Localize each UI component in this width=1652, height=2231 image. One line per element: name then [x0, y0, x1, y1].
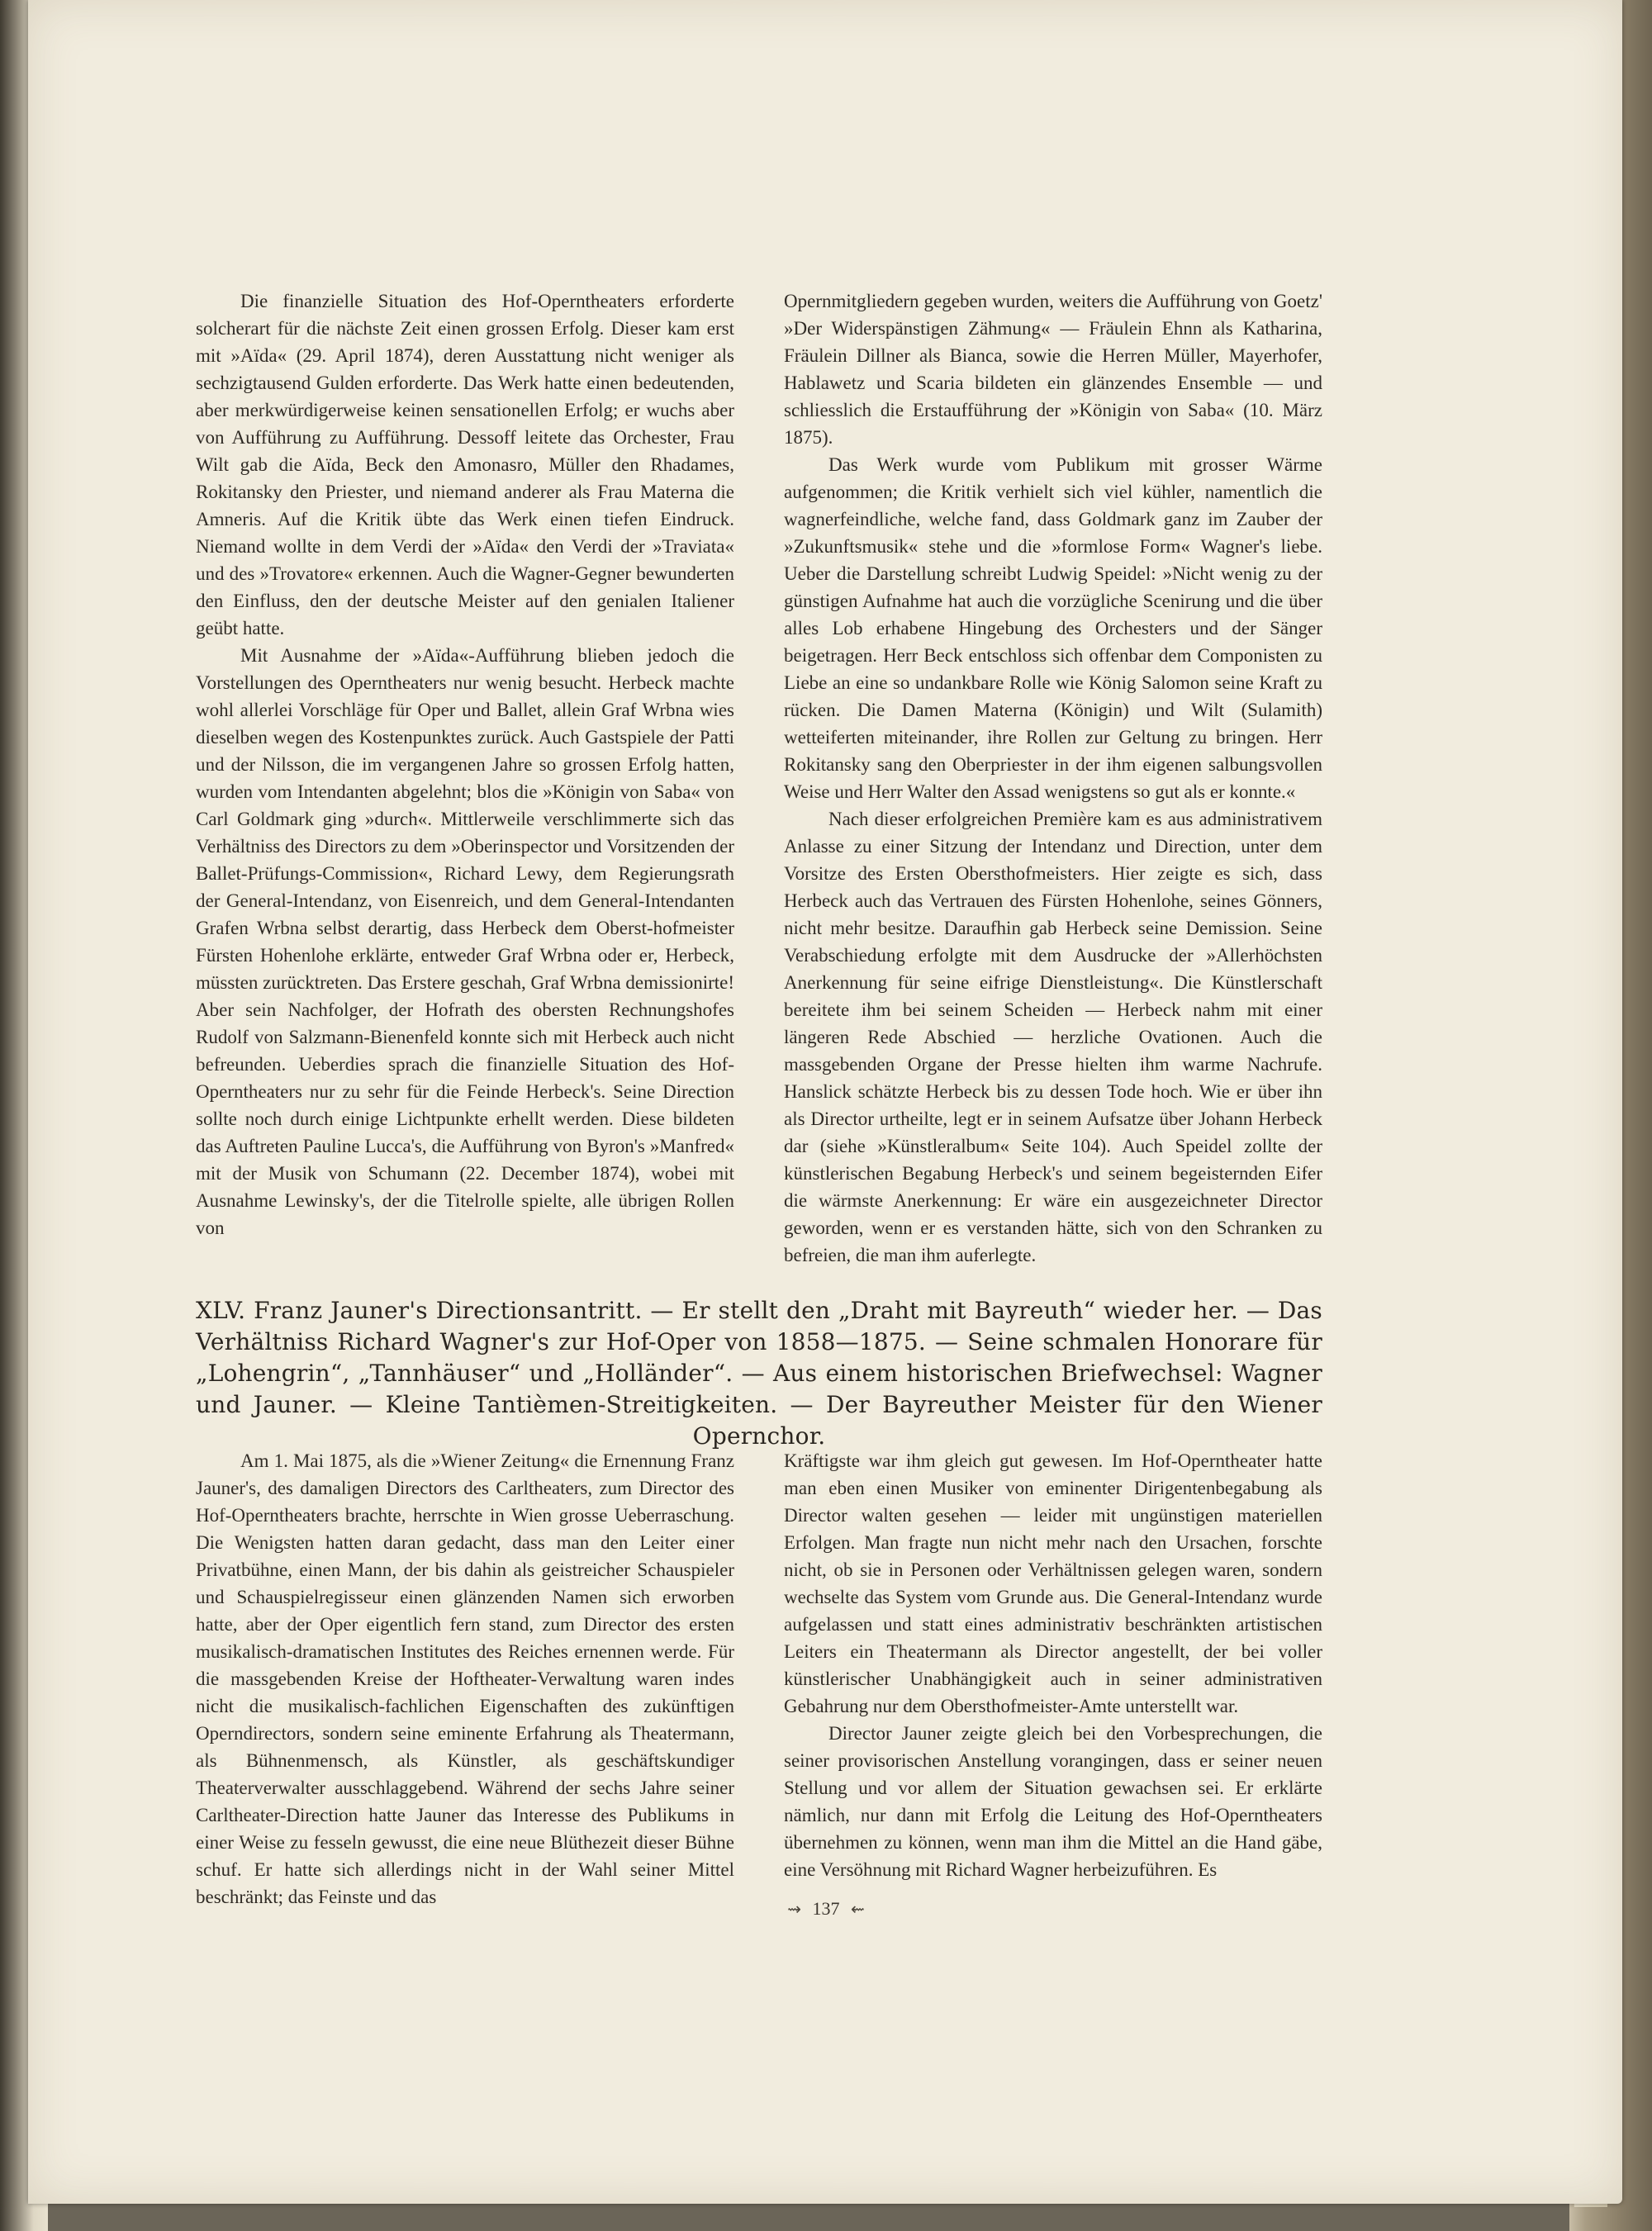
paragraph: Mit Ausnahme der »Aïda«-Aufführung blieben jedoch die Vorstellungen des Operntheaters nur wenig besucht. Herbeck machte wohl allerlei Vorschläge für Oper und Ballet, allein Graf Wrbna wies dieselben wegen des Kostenpunktes zurück. Auch Gastspiele der Patti und der Nilsson, die im vergangenen Jahre so grossen Erfolg hatten, wurden vom Intendanten abgelehnt; blos die »Königin von Saba« von Carl Goldmark ging »durch«. Mittlerweile verschlimmerte sich das Verhältniss des Directors zu dem »Oberinspector und Vorsitzenden der Ballet-Prüfungs-Commission«, Richard Lewy, dem Regierungsrath der General-Intendanz, von Eisenreich, und dem General-Intendanten Grafen Wrbna selbst derartig, dass Herbeck dem Oberst-hofmeister Fürsten Hohenlohe erklärte, entweder Graf Wrbna oder er, Herbeck, müssten zurücktreten. Das Erstere geschah, Graf Wrbna demissionirte! Aber sein Nachfolger, der Hofrath des obersten Rechnungshofes Rudolf von Salzmann-Bienenfeld konnte sich mit Herbeck auch nicht befreunden. Ueberdies sprach die finanzielle Situation des Hof-Operntheaters nur zu sehr für die Feinde Herbeck's. Seine Direction sollte noch durch einige Lichtpunkte erhellt werden. Diese bildeten das Auftreten Pauline Lucca's, die Aufführung von Byron's »Manfred« mit der Musik von Schumann (22. December 1874), wobei mit Ausnahme Lewinsky's, der die Titelrolle spielte, alle übrigen Rollen von: [196, 645, 735, 1238]
text-column-bottom-right: [784, 1447, 1322, 1883]
page-footer: [0, 1898, 1652, 1920]
ornament-right-icon: ⇜: [851, 1901, 865, 1919]
paragraph: Die finanzielle Situation des Hof-Operntheaters erforderte solcherart für die nächste Zeit einen grossen Erfolg. Dieser kam erst mit »Aïda« (29. April 1874), deren Ausstattung nicht weniger als sechzigtausend Gulden erforderte. Das Werk hatte einen bedeutenden, aber merkwürdigerweise keinen sensationellen Erfolg; er wuchs aber von Aufführung zu Aufführung. Dessoff leitete das Orchester, Frau Wilt gab die Aïda, Beck den Amonasro, Müller den Rhadames, Rokitansky den Priester, und niemand anderer als Frau Materna die Amneris. Auf die Kritik übte das Werk einen tiefen Eindruck. Niemand wollte in dem Verdi der »Aïda« den Verdi der »Traviata« und des »Trovatore« erkennen. Auch die Wagner-Gegner bewunderten den Einfluss, den der deutsche Meister auf den genialen Italiener geübt hatte.: [196, 291, 734, 638]
paragraph: Das Werk wurde vom Publikum mit grosser Wärme aufgenommen; die Kritik verhielt sich viel kühler, namentlich die wagnerfeindliche, welche fand, dass Goldmark ganz im Zauber der »Zukunftsmusik« stehe und die »formlose Form« Wagner's liebe. Ueber die Darstellung schreibt Ludwig Speidel: »Nicht wenig zu der günstigen Aufnahme hat auch die vorzügliche Scenirung und die über alles Lob erhabene Hingebung des Orchesters und der Sänger beigetragen. Herr Beck entschloss sich offenbar dem Componisten zu Liebe an eine so undankbare Rolle wie König Salomon seine Kraft zu rücken. Die Damen Materna (Königin) und Wilt (Sulamith) wetteiferten miteinander, ihre Rollen zur Geltung zu bringen. Herr Rokitansky sang den Oberpriester in der ihm eigenen salbungsvollen Weise und Herr Walter den Assad wenigstens so gut als er konnte.«: [784, 454, 1322, 802]
text-column-top-right: [784, 287, 1322, 1269]
paragraph: Kräftigste war ihm gleich gut gewesen. Im Hof-Operntheater hatte man eben einen Musiker von eminenter Dirigentenbegabung als Director walten gesehen — leider mit ungünstigen materiellen Erfolgen. Man fragte nun nicht mehr nach den Ursachen, forschte nicht, ob sie in Personen oder Verhältnissen gelegen waren, sondern wechselte das System vom Grunde aus. Die General-Intendanz wurde aufgelassen und statt eines administrativ beschränkten artistischen Leiters ein Theatermann als Director angestellt, der bei voller künstlerischer Unabhängigkeit auch in seiner administrativen Gebahrung nur dem Obersthofmeister-Amte unterstellt war.: [784, 1450, 1322, 1716]
paragraph: Nach dieser erfolgreichen Première kam es aus administrativem Anlasse zu einer Sitzung der Intendanz und Direction, unter dem Vorsitze des Ersten Obersthofmeisters. Hier zeigte es sich, dass Herbeck auch das Vertrauen des Fürsten Hohenlohe, seines Gönners, nicht mehr besitze. Daraufhin gab Herbeck seine Demission. Seine Verabschiedung erfolgte mit dem Ausdrucke der »Allerhöchsten Anerkennung für seine eifrige Dienstleistung«. Die Künstlerschaft bereitete ihm bei seinem Scheiden — Herbeck nahm mit einer längeren Rede Abschied — herzliche Ovationen. Auch die massgebenden Organe der Presse hielten ihm warme Nachrufe. Hanslick schätzte Herbeck bis zu dessen Tode hoch. Wie er über ihn als Director urtheilte, legt er in seinem Aufsatze über Johann Herbeck dar (siehe »Künstleralbum« Seite 104). Auch Speidel zollte der künstlerischen Begabung Herbeck's und seinem begeisternden Eifer die wärmste Anerkennung: Er wäre ein ausgezeichneter Director geworden, wenn er es verstanden hätte, sich von den Schranken zu befreien, die man ihm auferlegte.: [784, 809, 1322, 1265]
section-heading: XLV. Franz Jauner's Directionsantritt. — Er stellt den „Draht mit Bayreuth“ wieder her. — Das Verhältniss Richard Wagner's zur Hof-Oper von 1858—1875. — Seine schmalen Honorare für „Lohengrin“, „Tannhäuser“ und „Holländer“. — Aus einem historischen Briefwechsel: Wagner und Jauner. — Kleine Tantièmen-Streitigkeiten. — Der Bayreuther Meister für den Wiener Opernchor.: [196, 1297, 1322, 1450]
paragraph: Opernmitgliedern gegeben wurden, weiters die Aufführung von Goetz' »Der Widerspänstigen Zähmung« — Fräulein Ehnn als Katharina, Fräulein Dillner als Bianca, sowie die Herren Müller, Mayerhofer, Hablawetz und Scaria bildeten ein glänzendes Ensemble — und schliesslich die Erstaufführung der »Königin von Saba« (10. März 1875).: [784, 291, 1322, 448]
paragraph: Am 1. Mai 1875, als die »Wiener Zeitung« die Ernennung Franz Jauner's, des damaligen Directors des Carltheaters, zum Director des Hof-Operntheaters brachte, herrschte in Wien grosse Ueberraschung. Die Wenigsten hatten daran gedacht, dass man den Leiter einer Privatbühne, einen Mann, der bis dahin als geistreicher Schauspieler und Schauspielregisseur einen glänzenden Namen sich erworben hatte, aber der Oper eigentlich fern stand, zum Director des ersten musikalisch-dramatischen Institutes des Reiches ernennen werde. Für die massgebenden Kreise der Hoftheater-Verwaltung waren indes nicht die musikalisch-fachlichen Eigenschaften des zukünftigen Operndirectors, sondern seine eminente Erfahrung als Theatermann, als Bühnenmensch, als Künstler, als geschäftskundiger Theaterverwalter ausschlaggebend. Während der sechs Jahre seiner Carltheater-Direction hatte Jauner das Interesse des Publikums in einer Weise zu fesseln gewusst, die eine neue Blüthezeit dieser Bühne schuf. Er hatte sich allerdings nicht in der Wahl seiner Mittel beschränkt; das Feinste und das: [196, 1450, 734, 1907]
text-column-bottom-left: [196, 1447, 734, 1911]
paragraph: Director Jauner zeigte gleich bei den Vorbesprechungen, die seiner provisorischen Anstellung vorangingen, dass er seiner neuen Stellung und vor allem der Situation gewachsen sei. Er erklärte nämlich, nur dann mit Erfolg die Leitung des Hof-Operntheaters übernehmen zu können, wenn man ihm die Mittel an die Hand gäbe, eine Versöhnung mit Richard Wagner herbeizuführen. Es: [784, 1723, 1322, 1880]
ornament-left-icon: ⇝: [787, 1901, 801, 1919]
page-number: 137: [812, 1898, 840, 1919]
text-column-top-left: [196, 287, 734, 1241]
